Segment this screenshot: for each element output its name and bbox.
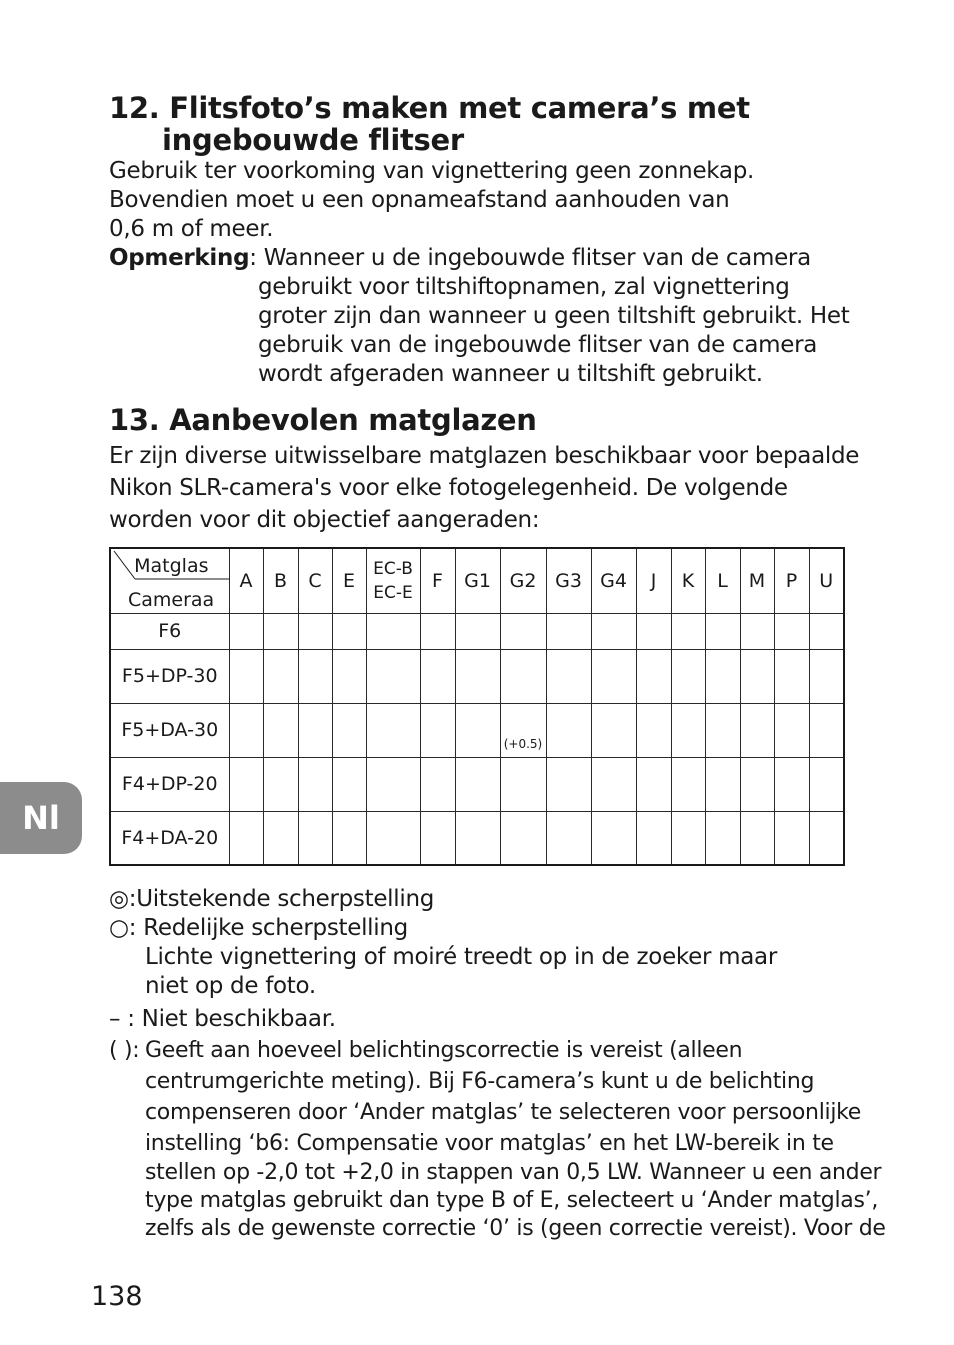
note-block — [109, 244, 849, 389]
column-header: M — [740, 548, 774, 613]
column-header — [366, 548, 420, 613]
legend-parentheses — [109, 1035, 886, 1243]
focusing-screen-table — [109, 547, 845, 866]
legend-text: : Niet beschikbaar. — [127, 1006, 336, 1032]
legend-excellent — [109, 885, 777, 914]
column-header: P — [774, 548, 809, 613]
legend-text: type matglas gebruikt dan type B of E, selecteert u ‘Ander matglas’, — [145, 1188, 879, 1213]
row-header: F5+DP-30 — [110, 649, 229, 703]
legend-not-available — [109, 1005, 777, 1034]
note-line: : Wanneer u de ingebouwde flitser van de camera — [249, 245, 811, 271]
legend-text: instelling ‘b6: Compensatie voor matglas’ en het LW-bereik in te — [145, 1131, 834, 1156]
section-12-heading — [109, 92, 750, 156]
legend-detail: Lichte vignettering of moiré treedt op in de zoeker maar — [145, 944, 777, 970]
table-row — [110, 811, 844, 865]
body-line: Gebruik ter voorkoming van vignettering geen zonnekap. — [109, 158, 755, 184]
legend-text: compenseren door ‘Ander matglas’ te selecteren voor persoonlijke — [145, 1100, 862, 1125]
note-line: gebruikt voor tiltshiftopnamen, zal vignettering — [258, 274, 790, 300]
column-header: C — [298, 548, 332, 613]
column-header-line: EC-B — [373, 558, 413, 579]
body-line: worden voor dit objectief aangeraden: — [109, 507, 540, 533]
language-tab: Nl — [0, 782, 82, 854]
dash-symbol: – — [109, 1006, 121, 1032]
corner-header-cell — [110, 548, 229, 613]
circle-icon: ○ — [109, 915, 129, 941]
parentheses-symbol: ( ): — [109, 1038, 140, 1063]
note-line: wordt afgeraden wanneer u tiltshift gebruikt. — [258, 361, 763, 387]
column-header: J — [636, 548, 671, 613]
legend-text: :Uitstekende scherpstelling — [128, 886, 435, 912]
body-line: Er zijn diverse uitwisselbare matglazen beschikbaar voor bepaalde — [109, 443, 860, 469]
column-header: G4 — [591, 548, 636, 613]
double-circle-icon: ◎ — [109, 886, 129, 912]
section-13-body — [109, 440, 859, 536]
column-header-line: EC-E — [373, 582, 413, 603]
heading-line-2: ingebouwde flitser — [162, 123, 464, 157]
body-line: 0,6 m of meer. — [109, 216, 274, 242]
section-12-body — [109, 157, 754, 244]
legend-text: : Redelijke scherpstelling — [128, 915, 408, 941]
legend — [109, 885, 777, 1034]
column-header: U — [809, 548, 844, 613]
row-header: F6 — [110, 613, 229, 649]
table-row — [110, 757, 844, 811]
table-header-row — [110, 548, 844, 613]
note-line: groter zijn dan wanneer u geen tiltshift gebruikt. Het — [258, 303, 850, 329]
page-number: 138 — [91, 1281, 143, 1312]
column-header: F — [420, 548, 455, 613]
body-line: Nikon SLR-camera's voor elke fotogelegenheid. De volgende — [109, 475, 788, 501]
column-header: L — [705, 548, 740, 613]
column-header: B — [263, 548, 298, 613]
section-13-heading: 13. Aanbevolen matglazen — [109, 403, 537, 437]
legend-text: centrumgerichte meting). Bij F6-camera’s kunt u de belichting — [145, 1069, 815, 1094]
column-header: K — [671, 548, 705, 613]
legend-text: stellen op -2,0 tot +2,0 in stappen van 0,5 LW. Wanneer u een ander — [145, 1160, 882, 1185]
correction-note-cell: (+0.5) — [500, 703, 546, 757]
body-line: Bovendien moet u een opnameafstand aanhouden van — [109, 187, 730, 213]
column-header: E — [332, 548, 366, 613]
legend-detail: niet op de foto. — [145, 973, 316, 999]
row-header: F4+DA-20 — [110, 811, 229, 865]
note-line: gebruik van de ingebouwde flitser van de camera — [258, 332, 818, 358]
table-row — [110, 703, 844, 757]
legend-text: Geeft aan hoeveel belichtingscorrectie is vereist (alleen — [145, 1038, 743, 1063]
column-header: G2 — [500, 548, 546, 613]
column-header: A — [229, 548, 263, 613]
row-header: F5+DA-30 — [110, 703, 229, 757]
corner-screen-label: Matglas — [134, 555, 209, 577]
heading-line-1: 12. Flitsfoto’s maken met camera’s met — [109, 91, 750, 125]
note-label: Opmerking — [109, 245, 250, 271]
corner-camera-label: Cameraa — [128, 588, 215, 611]
column-header: G1 — [455, 548, 500, 613]
row-header: F4+DP-20 — [110, 757, 229, 811]
legend-acceptable — [109, 914, 777, 943]
column-header: G3 — [546, 548, 591, 613]
table-row — [110, 649, 844, 703]
table-row — [110, 613, 844, 649]
legend-text: zelfs als de gewenste correctie ‘0’ is (geen correctie vereist). Voor de — [145, 1216, 886, 1241]
